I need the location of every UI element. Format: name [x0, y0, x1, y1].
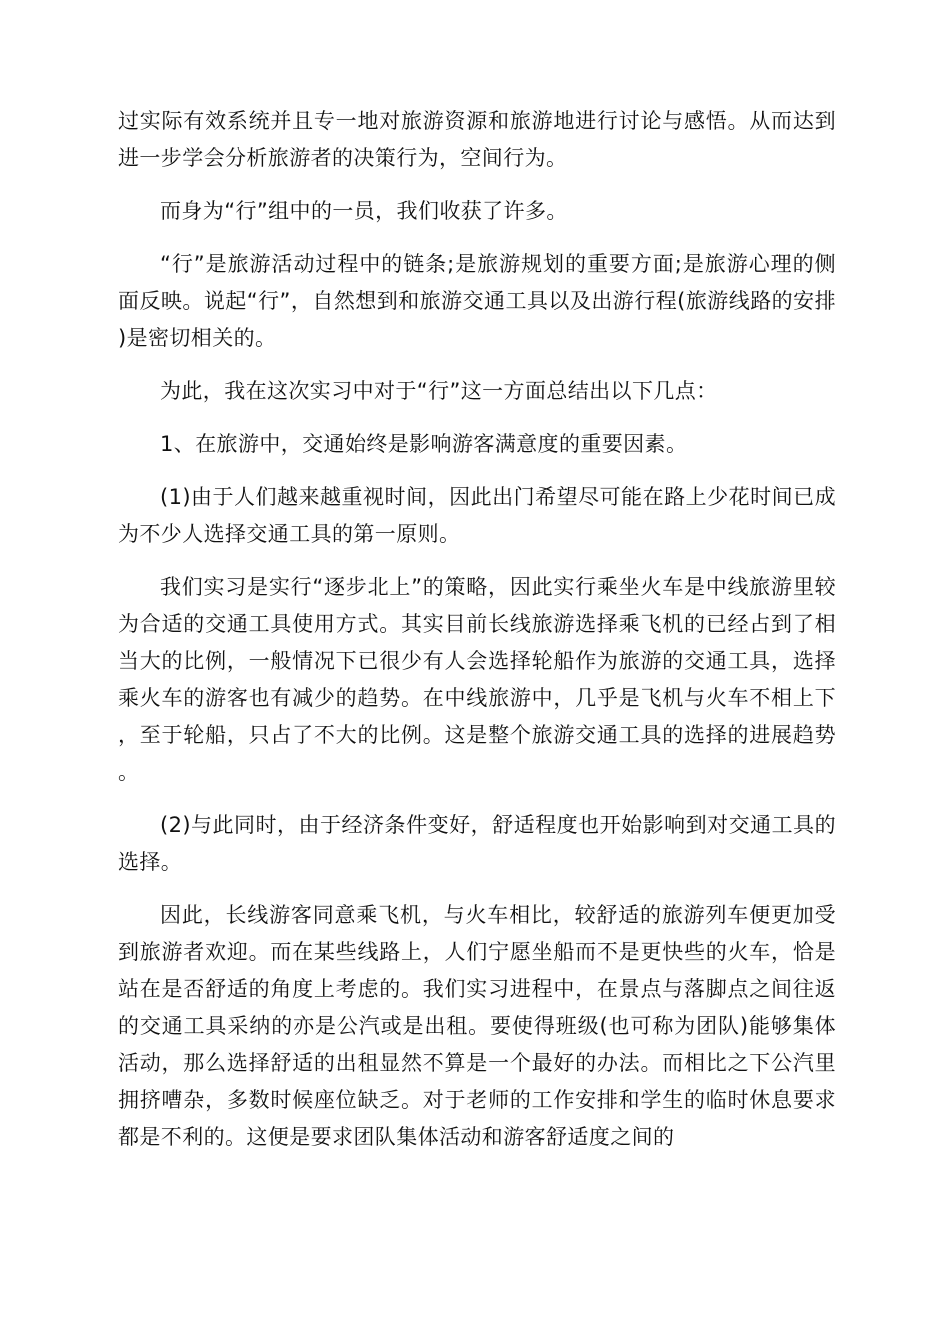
paragraph-subpoint-1: (1)由于人们越来越重视时间，因此出门希望尽可能在路上少花时间已成为不少人选择交通工具的第一原则。 — [118, 485, 836, 546]
paragraph-travel-definition: “行”是旅游活动过程中的链条;是旅游规划的重要方面;是旅游心理的侧面反映。说起“行”，自然想到和旅游交通工具以及出游行程(旅游线路的安排)是密切相关的。 — [118, 252, 836, 350]
paragraph-point-1: 1、在旅游中，交通始终是影响游客满意度的重要因素。 — [160, 432, 688, 456]
paragraph-group-role: 而身为“行”组中的一员，我们收获了许多。 — [160, 199, 568, 223]
paragraph-continuation: 过实际有效系统并且专一地对旅游资源和旅游地进行讨论与感悟。从而达到进一步学会分析旅游者的决策行为，空间行为。 — [118, 109, 836, 170]
document-body — [118, 103, 836, 1172]
paragraph-summary-intro: 为此，我在这次实习中对于“行”这一方面总结出以下几点： — [160, 379, 718, 403]
paragraph-subpoint-2: (2)与此同时，由于经济条件变好，舒适程度也开始影响到对交通工具的选择。 — [118, 813, 836, 874]
paragraph-comfort-discussion: 因此，长线游客同意乘飞机，与火车相比，较舒适的旅游列车便更加受到旅游者欢迎。而在某些线路上，人们宁愿坐船而不是更快些的火车，恰是站在是否舒适的角度上考虑的。我们实习进程中，在景点与落脚点之间往返的交通工具采纳的亦是公汽或是出租。要使得班级(也可称为团队)能够集体活动，那么选择舒适的出租显然不算是一个最好的办法。而相比之下公汽里拥挤嘈杂，多数时候座位缺乏。对于老师的工作安排和学生的临时休息要求都是不利的。这便是要求团队集体活动和游客舒适度之间的 — [118, 903, 836, 1149]
paragraph-transport-strategy: 我们实习是实行“逐步北上”的策略，因此实行乘坐火车是中线旅游里较为合适的交通工具使用方式。其实目前长线旅游选择乘飞机的已经占到了相当大的比例，一般情况下已很少有人会选择轮船作为旅游的交通工具，选择乘火车的游客也有减少的趋势。在中线旅游中，几乎是飞机与火车不相上下，至于轮船，只占了不大的比例。这是整个旅游交通工具的选择的进展趋势。 — [118, 575, 836, 784]
